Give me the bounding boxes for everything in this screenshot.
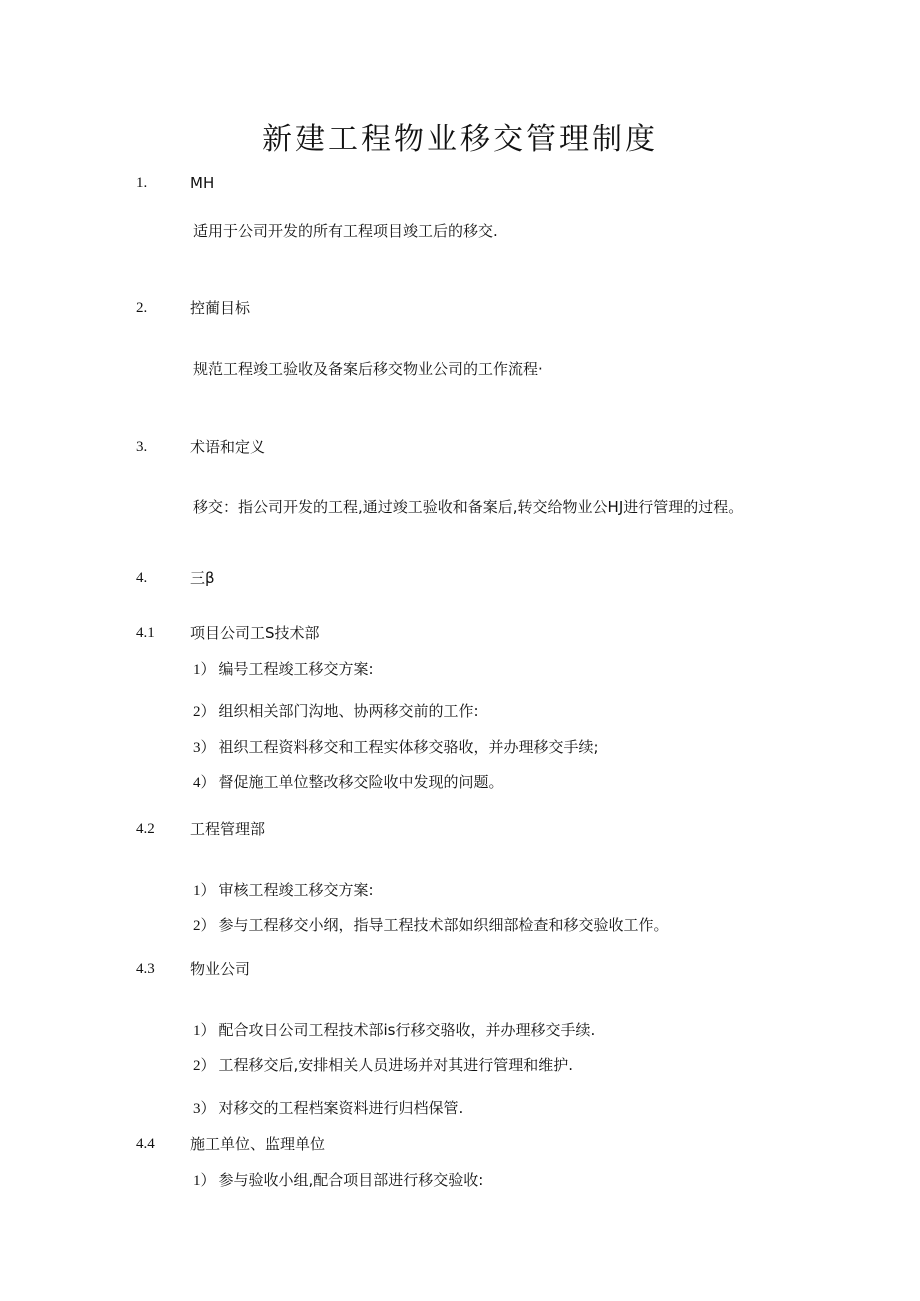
section-heading: MH xyxy=(190,174,215,192)
list-item xyxy=(193,881,374,900)
list-item-text: 配合攻日公司工程技术部is行移交骆收，并办理移交手续. xyxy=(218,1021,596,1039)
list-marker: 1） xyxy=(193,1173,216,1189)
list-marker: 3） xyxy=(193,740,216,756)
section-number: 3. xyxy=(136,439,148,455)
list-item xyxy=(193,738,599,757)
subsection-heading: 工程管理部 xyxy=(190,820,266,838)
subsection-number: 4.4 xyxy=(136,1136,155,1152)
section-body: 移交：指公司开发的工程,通过竣工验收和备案后,转交给物业公HJ进行管理的过程。 xyxy=(193,498,744,516)
section-heading: 术语和定义 xyxy=(190,438,266,456)
list-item xyxy=(193,916,669,935)
list-item-text: 参与验收小组,配合项目部进行移交验收: xyxy=(218,1171,484,1189)
section-number: 1. xyxy=(136,175,148,191)
list-item-text: 参与工程移交小纲，指导工程技术部如织细部检查和移交验收工作。 xyxy=(218,916,669,934)
list-marker: 3） xyxy=(193,1101,216,1117)
subsection-heading: 项目公司工S技术部 xyxy=(190,624,320,642)
subsection-heading: 施工单位、监理单位 xyxy=(190,1135,326,1153)
document-title: 新建工程物业移交管理制度 xyxy=(262,122,658,157)
section-body: 规范工程竣工验收及备案后移交物业公司的工作流程· xyxy=(193,360,543,378)
list-marker: 1） xyxy=(193,1023,216,1039)
list-item-text: 对移交的工程档案资料进行归档保管. xyxy=(218,1099,464,1117)
list-item xyxy=(193,1021,595,1040)
subsection-number: 4.1 xyxy=(136,625,155,641)
list-item xyxy=(193,660,374,679)
list-item xyxy=(193,1056,573,1075)
section-heading: 三β xyxy=(190,569,215,587)
list-item xyxy=(193,702,479,721)
list-item-text: 督促施工单位整改移交险收中发现的问题。 xyxy=(218,773,504,791)
list-item xyxy=(193,1171,483,1190)
list-marker: 1） xyxy=(193,883,216,899)
section-heading: 控蔺目标 xyxy=(190,299,251,317)
subsection-number: 4.3 xyxy=(136,961,155,977)
list-item-text: 祖织工程资料移交和工程实体移交骆收，并办理移交手续; xyxy=(218,738,599,756)
list-item-text: 审核工程竣工移交方案: xyxy=(218,881,374,899)
list-item xyxy=(193,1099,463,1118)
subsection-heading: 物业公司 xyxy=(190,960,251,978)
list-item-text: 工程移交后,安排相关人员进场并对其进行管理和维护. xyxy=(218,1056,574,1074)
subsection-number: 4.2 xyxy=(136,821,155,837)
list-item-text: 编号工程竣工移交方案: xyxy=(218,660,374,678)
list-item-text: 组织相关部门沟地、协两移交前的工作: xyxy=(218,702,479,720)
section-number: 2. xyxy=(136,300,148,316)
section-body: 适用于公司开发的所有工程项目竣工后的移交. xyxy=(193,222,498,240)
section-number: 4. xyxy=(136,570,148,586)
list-marker: 2） xyxy=(193,1058,216,1074)
list-marker: 2） xyxy=(193,918,216,934)
list-marker: 1） xyxy=(193,662,216,678)
list-item xyxy=(193,773,504,792)
list-marker: 2） xyxy=(193,704,216,720)
list-marker: 4） xyxy=(193,775,216,791)
